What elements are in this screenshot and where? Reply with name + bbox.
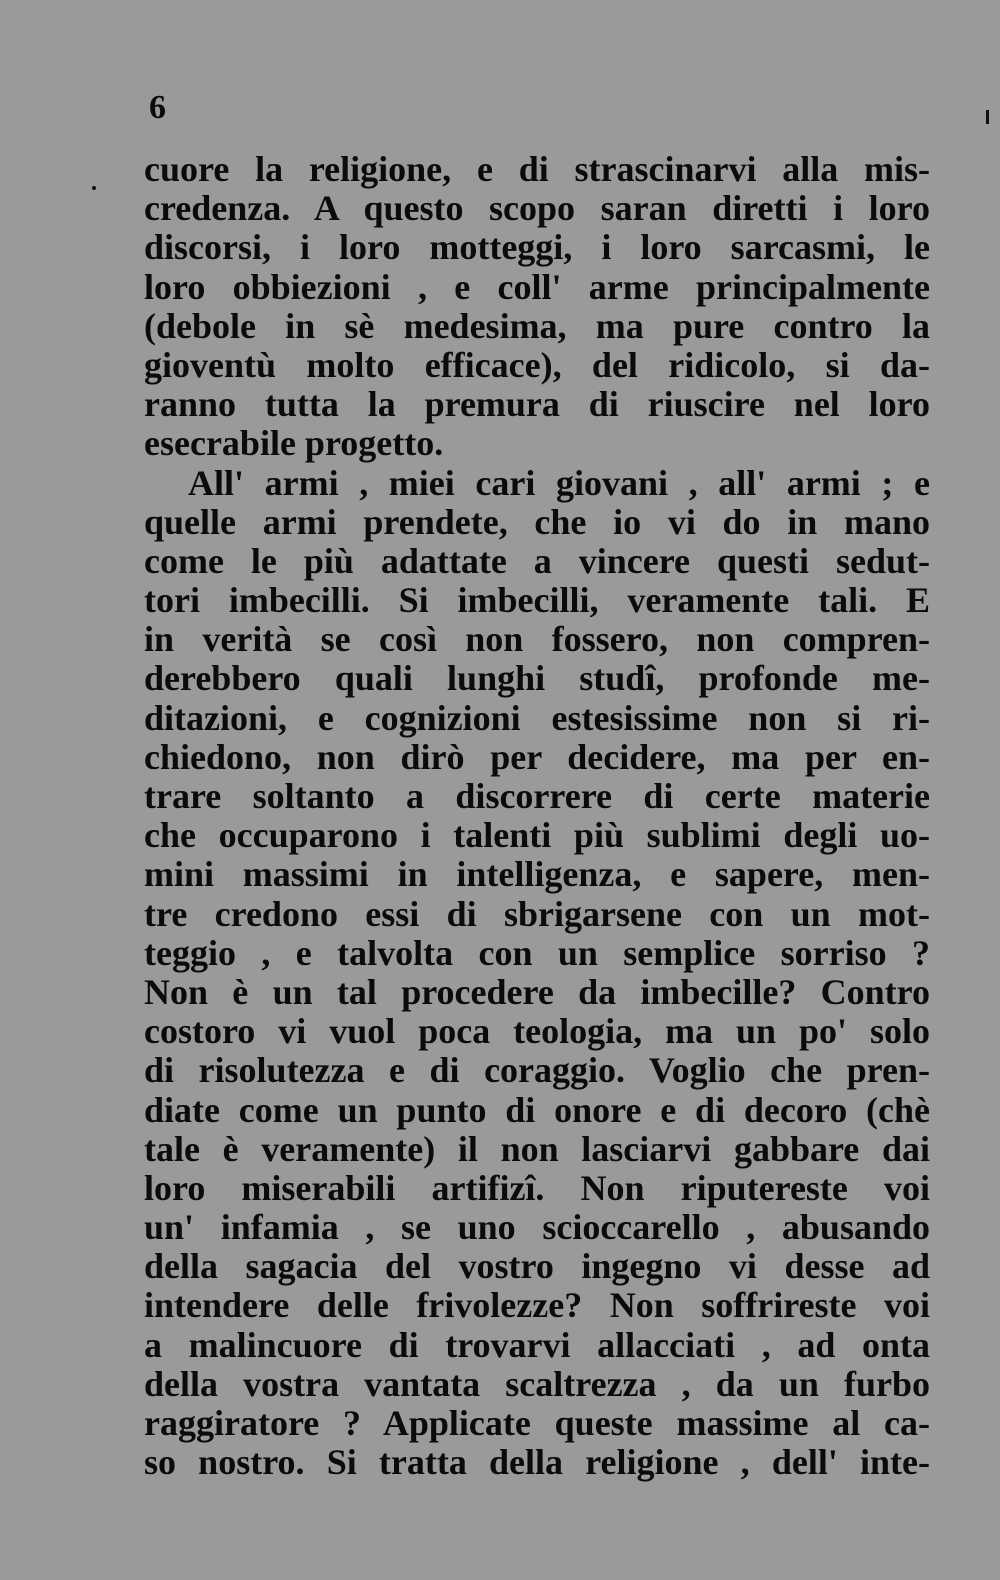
text-line: diate come un punto di onore e di decoro (chè: [144, 1090, 930, 1130]
text-line: costoro vi vuol poca teologia, ma un po' solo: [144, 1012, 930, 1052]
text-line: esecrabile progetto.: [144, 424, 444, 464]
text-line: ranno tutta la premura di riuscire nel loro: [144, 385, 930, 425]
text-line: tre credono essi di sbrigarsene con un mot-: [144, 894, 930, 934]
text-line: come le più adattate a vincere questi sedut-: [144, 541, 930, 581]
text-line: quelle armi prendete, che io vi do in mano: [144, 502, 930, 542]
text-line: in verità se così non fossero, non compren-: [144, 620, 930, 660]
text-line: mini massimi in intelligenza, e sapere, men-: [144, 855, 930, 895]
text-line: derebbero quali lunghi studî, profonde me-: [144, 659, 930, 699]
text-line: teggio , e talvolta con un semplice sorriso ?: [144, 933, 930, 973]
text-line: (debole in sè medesima, ma pure contro la: [144, 306, 930, 346]
text-line: un' infamia , se uno scioccarello , abusando: [144, 1208, 930, 1248]
scan-speck: [92, 186, 96, 190]
text-line: intendere delle frivolezze? Non soffrireste voi: [144, 1286, 930, 1326]
text-line: della vostra vantata scaltrezza , da un furbo: [144, 1364, 930, 1404]
text-line: trare soltanto a discorrere di certe materie: [144, 777, 930, 816]
text-line: ditazioni, e cognizioni estesissime non si ri-: [144, 698, 930, 738]
text-line: loro obbiezioni , e coll' arme principalmente: [144, 267, 930, 307]
scan-speck: [986, 110, 989, 124]
body-text: [144, 150, 930, 1482]
text-line: discorsi, i loro motteggi, i loro sarcasmi, le: [144, 228, 930, 268]
text-line: so nostro. Si tratta della religione , dell' inte-: [144, 1443, 930, 1483]
text-line: loro miserabili artifizî. Non riputereste voi: [144, 1168, 930, 1208]
text-line: che occuparono i talenti più sublimi degli uo-: [144, 816, 930, 856]
text-line: gioventù molto efficace), del ridicolo, si da-: [144, 345, 930, 385]
text-line: raggiratore ? Applicate queste massime al ca-: [144, 1404, 930, 1443]
text-line: Non è un tal procedere da imbecille? Contro: [144, 972, 930, 1012]
text-line: di risolutezza e di coraggio. Voglio che pren-: [144, 1051, 930, 1091]
text-line: cuore la religione, e di strascinarvi alla mis-: [144, 150, 930, 189]
text-line: credenza. A questo scopo saran diretti i loro: [144, 189, 930, 229]
text-line: tori imbecilli. Si imbecilli, veramente tali. E: [144, 581, 930, 621]
text-line: All' armi , miei cari giovani , all' armi ; e: [188, 463, 930, 503]
page-number: 6: [149, 89, 166, 126]
text-line: tale è veramente) il non lasciarvi gabbare dai: [144, 1129, 930, 1169]
text-line: chiedono, non dirò per decidere, ma per en-: [144, 737, 930, 777]
text-line: a malincuore di trovarvi allacciati , ad onta: [144, 1325, 930, 1365]
text-line: della sagacia del vostro ingegno vi desse ad: [144, 1247, 930, 1287]
